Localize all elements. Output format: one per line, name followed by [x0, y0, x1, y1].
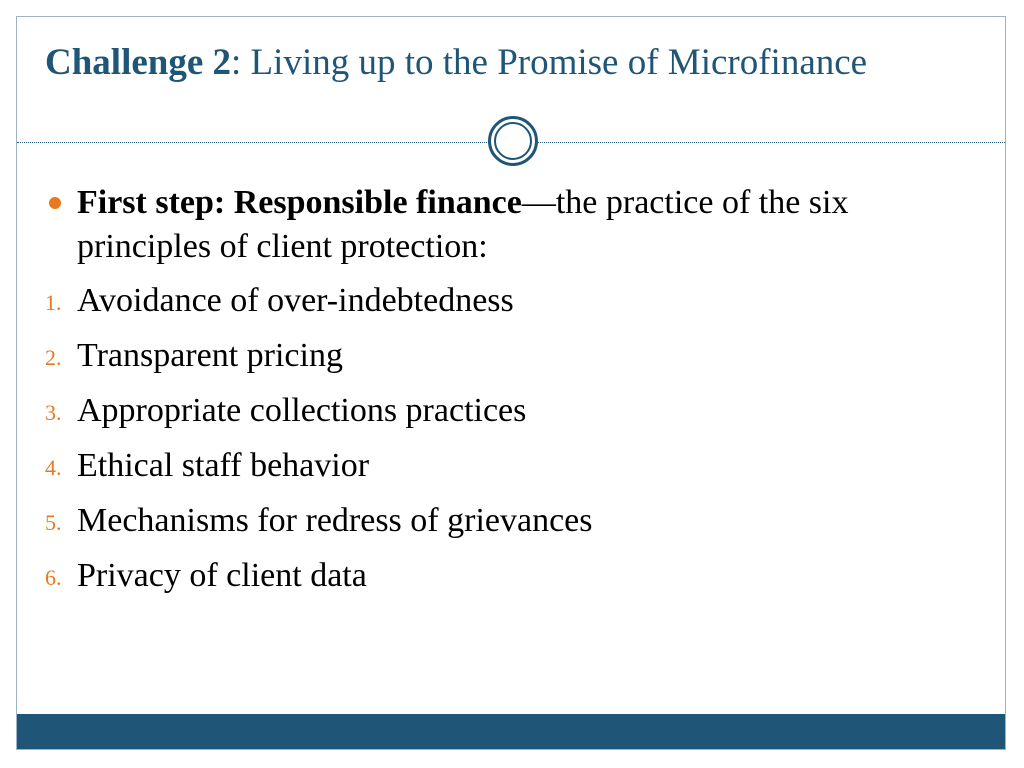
list-item-text: Privacy of client data — [77, 557, 367, 594]
list-number: 6. — [45, 565, 62, 590]
list-number: 4. — [45, 455, 62, 480]
circle-ornament-inner-ring — [494, 122, 532, 160]
list-item — [45, 334, 975, 389]
bullet-dot-icon — [49, 197, 61, 209]
principles-list — [45, 279, 975, 609]
list-item — [45, 499, 975, 554]
slide — [16, 16, 1006, 750]
list-item-text: Appropriate collections practices — [77, 392, 527, 429]
slide-title — [45, 39, 965, 87]
list-item-text: Ethical staff behavior — [77, 447, 370, 484]
list-item — [45, 554, 975, 609]
title-rest-part: : Living up to the Promise of Microfinance — [231, 42, 868, 83]
list-number: 3. — [45, 400, 62, 425]
slide-content — [45, 181, 975, 609]
bullet-text: —the practice of the six principles of client protection: — [77, 184, 849, 265]
list-item — [45, 279, 975, 334]
circle-ornament-icon — [488, 116, 538, 166]
list-item-text: Mechanisms for redress of grievances — [77, 502, 593, 539]
title-bold-part: Challenge 2 — [45, 42, 232, 83]
list-item — [45, 444, 975, 499]
list-number: 2. — [45, 345, 62, 370]
list-number: 5. — [45, 510, 62, 535]
footer-bar — [17, 714, 1005, 749]
list-number: 1. — [45, 290, 62, 315]
list-item-text: Avoidance of over-indebtedness — [77, 282, 514, 319]
list-item-text: Transparent pricing — [77, 337, 343, 374]
bullet-bold-text: First step: Responsible finance — [77, 184, 522, 221]
list-item — [45, 389, 975, 444]
bullet-item — [45, 181, 975, 269]
